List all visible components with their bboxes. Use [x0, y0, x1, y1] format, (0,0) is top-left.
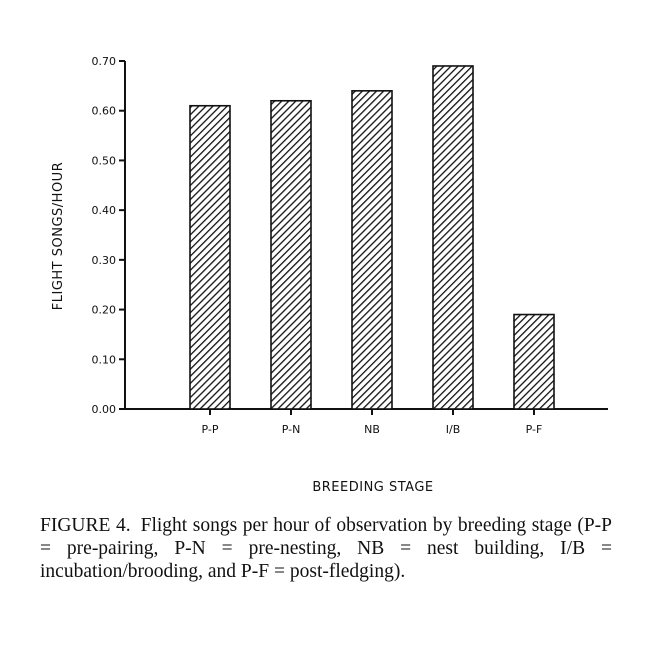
- y-tick-label: 0.40: [91, 204, 116, 218]
- y-tick-label: 0.30: [91, 253, 116, 267]
- y-tick-label: 0.70: [91, 55, 116, 68]
- y-axis: [92, 55, 126, 416]
- bar-p-p: [190, 106, 230, 409]
- x-axis: [125, 409, 608, 436]
- bar-nb: [352, 91, 392, 409]
- x-tick-label: P-N: [281, 423, 301, 436]
- y-axis-label: FLIGHT SONGS/HOUR: [51, 161, 66, 311]
- bar-p-f: [514, 315, 554, 409]
- x-tick-label: I/B: [445, 423, 461, 436]
- bars-group: [190, 66, 554, 409]
- figure-caption: [40, 514, 612, 583]
- y-tick-label: 0.20: [91, 303, 116, 317]
- y-tick-label: 0.10: [91, 353, 116, 367]
- caption-label: FIGURE 4.: [40, 515, 131, 536]
- x-tick-label: P-P: [201, 423, 219, 436]
- y-tick-label: 0.50: [91, 154, 116, 168]
- bar-p-n: [271, 101, 311, 409]
- y-tick-label: 0.00: [91, 403, 116, 416]
- x-tick-label: NB: [364, 423, 380, 436]
- bar-i-b: [433, 66, 473, 409]
- y-tick-label: 0.60: [91, 104, 116, 118]
- x-tick-label: P-F: [525, 423, 543, 436]
- caption-text: Flight songs per hour of observation by breeding stage (P-P = pre-pairing, P-N = pre-nesting, NB = nest building, I/B = incubation/brooding, and P-F = post-fledging).: [40, 515, 612, 582]
- x-axis-label: BREEDING STAGE: [312, 480, 434, 495]
